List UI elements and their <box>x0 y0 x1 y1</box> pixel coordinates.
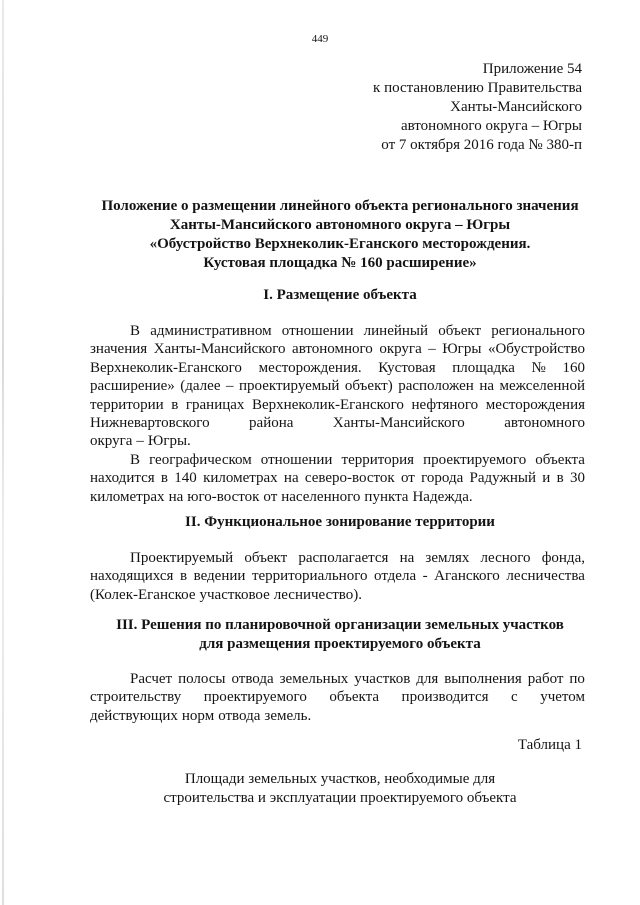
word: с <box>511 689 518 706</box>
word: (Колек-Еганское <box>90 586 196 603</box>
word: норм <box>181 707 215 724</box>
word: действующих <box>90 707 178 724</box>
word: в <box>556 470 564 487</box>
word: Ханты-Мансийского <box>332 415 465 432</box>
appendix-line: автономного округа – Югры <box>400 118 582 134</box>
word: В <box>130 452 141 468</box>
word: В <box>130 323 141 339</box>
appendix-line: от 7 октября 2016 года № 380-п <box>381 137 582 153</box>
section-3-heading <box>60 616 620 654</box>
text-line <box>90 488 585 506</box>
section-3-paragraph-1 <box>90 670 585 725</box>
appendix-line: к постановлению Правительства <box>373 80 582 96</box>
word: землях <box>425 550 470 566</box>
section-1-heading <box>60 286 620 305</box>
word: для <box>416 671 439 687</box>
word: – <box>428 341 436 358</box>
word: объект <box>244 550 288 566</box>
word: территории <box>90 396 164 413</box>
word: производится <box>401 689 489 706</box>
word: располагается <box>298 550 389 566</box>
text-line <box>90 670 585 688</box>
text-line <box>90 586 585 604</box>
appendix-block <box>373 60 582 155</box>
word: отношении <box>260 452 333 468</box>
word: и <box>542 470 551 487</box>
word: Ханты-Мансийского <box>153 341 286 358</box>
heading-line: II. Функциональное зонирование территории <box>185 514 495 530</box>
word: территория <box>341 452 415 468</box>
document-title <box>60 197 620 273</box>
table-label: Таблица 1 <box>517 737 582 753</box>
word: – <box>136 433 144 450</box>
word: земель. <box>264 707 312 724</box>
text-line <box>90 451 585 469</box>
word: автономного <box>504 415 585 432</box>
caption-line: строительства и эксплуатации проектируемого объекта <box>163 790 517 806</box>
word: территориального <box>251 568 368 585</box>
text-line <box>90 688 585 706</box>
word: от <box>263 488 278 505</box>
word: Верхнеколик-Еганского <box>252 396 404 413</box>
word: 140 <box>174 470 197 487</box>
word: лесничество). <box>273 586 363 603</box>
word: Верхнеколик-Еганского <box>90 359 242 376</box>
word: ведении <box>193 568 246 585</box>
title-line: Кустовая площадка № 160 расширение» <box>203 255 477 271</box>
scan-edge <box>2 0 4 905</box>
word: нефтяного <box>411 396 479 413</box>
appendix-line: Ханты-Мансийского <box>450 99 582 115</box>
word: проектируемый <box>238 378 340 395</box>
word: административном <box>150 323 272 339</box>
word: от <box>400 470 415 487</box>
word: «Обустройство <box>487 341 585 358</box>
word: 160 <box>562 359 585 376</box>
heading-line: для размещения проектируемого объекта <box>199 636 481 652</box>
word: Аганского <box>434 568 500 585</box>
word: Расчет <box>130 671 173 687</box>
word: месторождения. <box>258 359 362 376</box>
word: Радужный <box>469 470 536 487</box>
word: (далее <box>180 378 221 395</box>
caption-line: Площади земельных участков, необходимые для <box>184 771 496 787</box>
text-line <box>90 340 585 358</box>
word: регионального <box>491 323 585 339</box>
word: на <box>479 378 494 395</box>
word: в <box>160 470 169 487</box>
word: на <box>399 550 415 566</box>
title-line: «Обустройство Верхнеколик-Еганского месторождения. <box>149 236 531 252</box>
word: пункта <box>364 488 409 505</box>
word: лесничества <box>506 568 585 585</box>
word: площадка <box>452 359 515 376</box>
word: месторождения <box>485 396 585 413</box>
word: проектируемого <box>203 689 307 706</box>
text-line <box>90 469 585 487</box>
word: юго-восток <box>187 488 260 505</box>
word: полосы <box>178 671 226 687</box>
word: – <box>225 378 234 395</box>
word: - <box>422 568 428 585</box>
word: города <box>421 470 464 487</box>
text-line <box>90 549 585 567</box>
word: учетом <box>540 689 585 706</box>
word: объект <box>438 323 482 339</box>
word: линейный <box>363 323 429 339</box>
word: участков <box>354 671 411 687</box>
word: в <box>171 396 179 413</box>
text-line <box>90 707 585 725</box>
word: округа <box>379 341 422 358</box>
word: Нижневартовского <box>90 415 210 432</box>
word: расширение» <box>90 378 175 395</box>
word: участковое <box>199 586 270 603</box>
text-line <box>90 432 585 450</box>
word: километрах <box>203 470 278 487</box>
text-line <box>90 377 585 395</box>
section-2-heading <box>60 513 620 532</box>
word: автономного <box>292 341 373 358</box>
word: лесного <box>480 550 531 566</box>
word: межселенной <box>499 378 585 395</box>
word: объекта <box>535 452 585 468</box>
word: населенного <box>281 488 361 505</box>
word: Югры. <box>147 433 191 450</box>
word: северо-восток <box>304 470 395 487</box>
text-line <box>90 396 585 414</box>
section-1-paragraph-2 <box>90 451 585 506</box>
word: находится <box>90 470 155 487</box>
text-line <box>90 567 585 585</box>
word: строительству <box>90 689 182 706</box>
section-2-paragraph-1 <box>90 549 585 604</box>
word: по <box>569 671 585 687</box>
text-line <box>90 359 585 377</box>
word: Проектируемый <box>130 550 234 566</box>
word: на <box>168 488 184 505</box>
text-line <box>90 322 585 340</box>
word: географическом <box>149 452 252 468</box>
word: выполнения <box>444 671 522 687</box>
word: на <box>283 470 299 487</box>
title-line: Ханты-Мансийского автономного округа – Югры <box>169 217 511 233</box>
word: Кустовая <box>378 359 436 376</box>
word: округа <box>90 433 133 450</box>
text-line <box>90 414 585 432</box>
word: работ <box>527 671 564 687</box>
word: отдела <box>374 568 417 585</box>
word: расположен <box>398 378 474 395</box>
word: километрах <box>90 488 165 505</box>
word: находящихся <box>90 568 174 585</box>
word: № <box>531 359 546 376</box>
word: района <box>249 415 294 432</box>
table-caption <box>60 770 620 808</box>
word: Югры <box>442 341 482 358</box>
word: объект) <box>344 378 393 395</box>
heading-line: III. Решения по планировочной организации земельных участков <box>116 617 564 633</box>
heading-line: I. Размещение объекта <box>263 287 417 303</box>
word: Надежда. <box>412 488 473 505</box>
word: значения <box>90 341 148 358</box>
section-1-paragraph-1 <box>90 322 585 451</box>
word: проектируемого <box>423 452 527 468</box>
word: в <box>179 568 188 585</box>
page-number: 449 <box>311 33 329 45</box>
word: 30 <box>569 470 585 487</box>
appendix-line: Приложение 54 <box>482 61 582 77</box>
word: объекта <box>329 689 380 706</box>
word: отвода <box>231 671 274 687</box>
title-line: Положение о размещении линейного объекта регионального значения <box>101 198 579 214</box>
word: фонда, <box>541 550 585 566</box>
word: отвода <box>218 707 261 724</box>
word: земельных <box>279 671 349 687</box>
word: границах <box>185 396 245 413</box>
word: отношении <box>281 323 354 339</box>
